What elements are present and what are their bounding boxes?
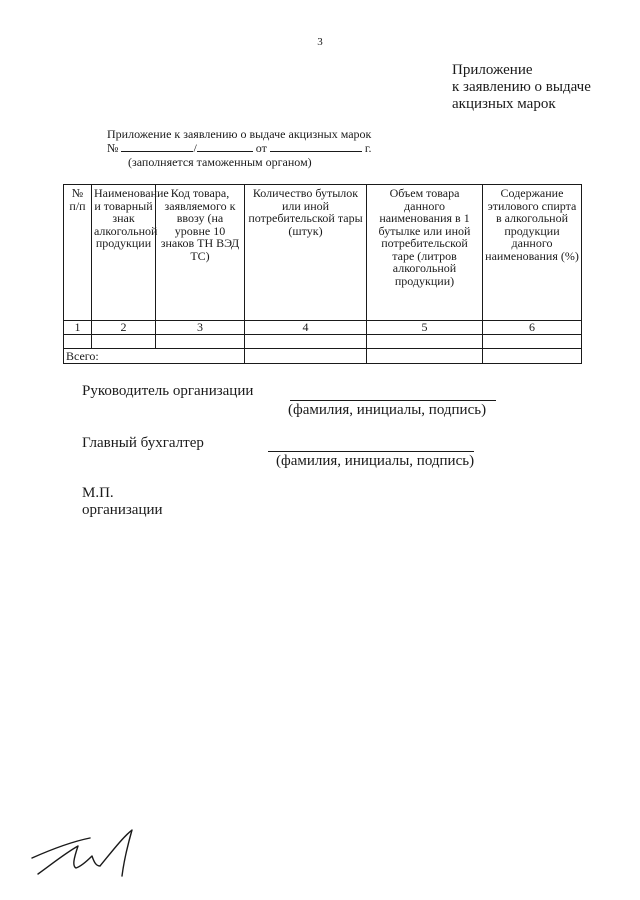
column-number-row (64, 321, 582, 335)
table-header-row (64, 185, 582, 321)
col-header-alcohol: Содержание этилового спирта в алкогольной продукции данного наименования (%) (483, 185, 582, 321)
table-cell (245, 335, 367, 349)
year-suffix: г. (364, 141, 372, 155)
total-label: Всего: (64, 349, 245, 364)
table-cell (367, 335, 483, 349)
col-header-volume: Объем товара данного наименования в 1 бутылке или иной потребительской таре (литров алкогольной продукции) (367, 185, 483, 321)
date-blank (270, 141, 362, 152)
col-header-number: № п/п (64, 185, 92, 321)
table-row (64, 335, 582, 349)
stamp-label: М.П. (82, 485, 114, 501)
stamp-organization: организации (82, 502, 163, 518)
column-number: 2 (92, 321, 156, 335)
accountant-signature-caption: (фамилия, инициалы, подпись) (276, 453, 475, 469)
number-sign: № (107, 141, 119, 155)
table-cell (483, 335, 582, 349)
table-cell (156, 335, 245, 349)
form-title: Приложение к заявлению о выдаче акцизных марок (107, 127, 372, 141)
number-slash: / (193, 141, 197, 155)
table-cell (64, 335, 92, 349)
goods-table (63, 184, 582, 364)
page-number: 3 (317, 36, 323, 48)
appendix-header-line3: акцизных марок (452, 96, 556, 112)
accountant-signature-line (268, 451, 474, 452)
column-number: 6 (483, 321, 582, 335)
col-header-quantity: Количество бутылок или иной потребительской тары (штук) (245, 185, 367, 321)
column-number: 1 (64, 321, 92, 335)
form-number-note: (заполняется таможенным органом) (128, 155, 312, 169)
handwritten-signature (30, 826, 140, 886)
appendix-header-line1: Приложение (452, 62, 533, 78)
column-number: 5 (367, 321, 483, 335)
total-row (64, 349, 582, 364)
head-signature-caption: (фамилия, инициалы, подпись) (288, 402, 487, 418)
form-number-line (107, 141, 371, 155)
table-cell (92, 335, 156, 349)
total-cell (367, 349, 483, 364)
head-signature-line (290, 400, 496, 401)
col-header-name: Наименование и товарный знак алкогольной продукции (92, 185, 156, 321)
number-blank-2 (197, 141, 253, 152)
appendix-header-line2: к заявлению о выдаче (452, 79, 591, 95)
head-label: Руководитель организации (82, 383, 254, 399)
col-header-code: Код товара, заявляемого к ввозу (на уровне 10 знаков ТН ВЭД ТС) (156, 185, 245, 321)
total-cell (245, 349, 367, 364)
total-cell (483, 349, 582, 364)
accountant-label: Главный бухгалтер (82, 435, 204, 451)
number-blank (121, 141, 193, 152)
column-number: 3 (156, 321, 245, 335)
date-prefix: от (255, 141, 267, 155)
column-number: 4 (245, 321, 367, 335)
